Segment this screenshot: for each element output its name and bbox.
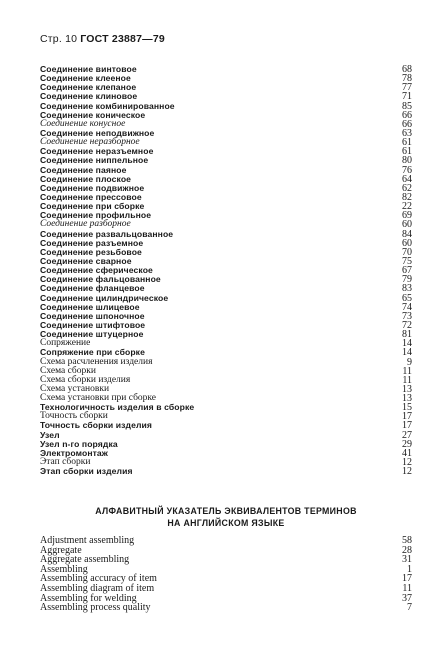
index-term: Соединение плоское <box>40 173 132 184</box>
index-page-number: 1 <box>407 563 412 575</box>
index-page-number: 22 <box>402 201 412 213</box>
index-page-number: 71 <box>402 91 412 103</box>
index-term: Соединение разборное <box>40 219 131 230</box>
index-page-number: 66 <box>402 109 412 121</box>
index-term: Assembling for welding <box>40 592 137 604</box>
index-page-number: 85 <box>402 100 412 112</box>
index-page-number: 12 <box>402 466 412 478</box>
index-page-number: 61 <box>402 137 412 149</box>
index-page-number: 67 <box>402 265 412 277</box>
index-page-number: 74 <box>402 301 412 313</box>
index-term: Assembling accuracy of item <box>40 573 157 585</box>
index-term: Этап сборки изделия <box>40 466 133 477</box>
index-term: Схема сборки изделия <box>40 374 131 385</box>
index-page-number: 12 <box>402 457 412 469</box>
section-title-line-1: АЛФАВИТНЫЙ УКАЗАТЕЛЬ ЭКВИВАЛЕНТОВ ТЕРМИНОВ <box>95 506 357 516</box>
index-term: Соединение шпоночное <box>40 310 145 321</box>
index-term: Assembling <box>40 563 88 575</box>
index-page-number: 83 <box>402 283 412 295</box>
index-term: Соединение прессовое <box>40 191 142 202</box>
index-page-number: 76 <box>402 164 412 176</box>
index-term: Соединение развальцованное <box>40 228 174 239</box>
index-page-number: 14 <box>402 347 412 359</box>
index-page-number: 63 <box>402 127 412 139</box>
index-page-number: 41 <box>402 447 412 459</box>
index-page-number: 14 <box>402 338 412 350</box>
index-term: Соединение неразборное <box>40 137 140 148</box>
index-page-number: 13 <box>402 383 412 395</box>
index-term: Соединение паяное <box>40 164 127 175</box>
index-term: Соединение ниппельное <box>40 155 149 166</box>
index-term: Схема установки <box>40 383 110 394</box>
index-page-number: 73 <box>402 310 412 322</box>
index-term: Соединение фальцованное <box>40 274 161 285</box>
index-page-number: 31 <box>402 554 412 566</box>
index-term: Точность сборки <box>40 411 108 422</box>
index-term: Соединение при сборке <box>40 201 145 212</box>
index-term: Соединение коническое <box>40 109 146 120</box>
index-term: Соединение сферическое <box>40 265 153 276</box>
index-entry <box>40 536 412 546</box>
index-entry <box>40 330 412 339</box>
index-page-number: 70 <box>402 246 412 258</box>
index-term: Assembling diagram of item <box>40 582 155 594</box>
standard-number: ГОСТ 23887—79 <box>80 33 165 45</box>
index-term: Соединение профильное <box>40 210 152 221</box>
index-term: Точность сборки изделия <box>40 420 153 431</box>
index-page-number: 9 <box>407 356 412 368</box>
index-page-number: 7 <box>407 602 412 614</box>
index-entry <box>40 603 412 613</box>
index-page-number: 13 <box>402 393 412 405</box>
index-term: Схема установки при сборке <box>40 393 157 404</box>
index-term: Соединение цилиндрическое <box>40 292 169 303</box>
index-entry <box>40 421 412 430</box>
index-page-number: 77 <box>402 82 412 94</box>
index-entry <box>40 467 412 476</box>
index-term: Соединение штуцерное <box>40 329 144 340</box>
index-term: Этап сборки <box>40 457 91 468</box>
index-page-number: 80 <box>402 155 412 167</box>
index-term: Adjustment assembling <box>40 535 135 546</box>
index-term: Соединение комбинированное <box>40 100 175 111</box>
english-term-index <box>40 536 412 613</box>
index-page-number: 82 <box>402 191 412 203</box>
index-page-number: 79 <box>402 274 412 286</box>
index-page-number: 72 <box>402 319 412 331</box>
index-page-number: 27 <box>402 429 412 441</box>
index-page-number: 17 <box>402 411 412 423</box>
section-title <box>40 505 412 529</box>
index-page-number: 29 <box>402 438 412 450</box>
index-entry <box>40 449 412 458</box>
index-page-number: 78 <box>402 73 412 85</box>
index-term: Узел n-го порядка <box>40 438 118 449</box>
index-term: Соединение клиновое <box>40 91 138 102</box>
index-page-number: 60 <box>402 219 412 231</box>
index-term: Сопряжение при сборке <box>40 347 145 358</box>
index-page-number: 75 <box>402 255 412 267</box>
index-term: Соединение штифтовое <box>40 319 146 330</box>
index-page-number: 37 <box>402 592 412 604</box>
index-term: Соединение клееное <box>40 73 131 84</box>
index-term: Соединение клепаное <box>40 82 137 93</box>
index-term: Узел <box>40 429 60 440</box>
index-page-number: 64 <box>402 173 412 185</box>
index-page-number: 61 <box>402 146 412 158</box>
index-term: Соединение сварное <box>40 255 132 266</box>
index-term: Сопряжение <box>40 338 91 349</box>
index-page-number: 11 <box>402 374 412 386</box>
index-page-number: 11 <box>402 582 412 594</box>
index-term: Соединение разъемное <box>40 237 144 248</box>
index-page-number: 15 <box>402 402 412 414</box>
index-term: Соединение неподвижное <box>40 127 155 138</box>
index-page-number: 66 <box>402 118 412 130</box>
index-page-number: 69 <box>402 210 412 222</box>
index-term: Электромонтаж <box>40 447 108 458</box>
index-page-number: 17 <box>402 420 412 432</box>
index-term: Соединение винтовое <box>40 64 137 74</box>
index-term: Aggregate <box>40 544 82 556</box>
index-page-number: 62 <box>402 182 412 194</box>
index-page-number: 11 <box>402 365 412 377</box>
index-entry <box>40 555 412 565</box>
index-term: Соединение резьбовое <box>40 246 142 257</box>
index-term: Схема сборки <box>40 365 96 376</box>
russian-term-index <box>40 65 412 476</box>
index-page-number: 58 <box>402 535 412 546</box>
index-term: Соединение неразъемное <box>40 146 154 157</box>
index-term: Соединение шлицевое <box>40 301 140 312</box>
index-page-number: 60 <box>402 237 412 249</box>
index-page-number: 68 <box>402 64 412 75</box>
page-label: Стр. 10 <box>40 33 78 45</box>
index-term: Соединение фланцевое <box>40 283 145 294</box>
index-term: Соединение конусное <box>40 118 126 129</box>
section-title-line-2: НА АНГЛИЙСКОМ ЯЗЫКЕ <box>167 518 285 528</box>
index-page-number: 65 <box>402 292 412 304</box>
index-page-number: 81 <box>402 329 412 341</box>
index-page-number: 84 <box>402 228 412 240</box>
index-page-number: 28 <box>402 544 412 556</box>
index-term: Технологичность изделия в сборке <box>40 402 195 413</box>
index-term: Assembling process quality <box>40 602 151 614</box>
index-term: Схема расчленения изделия <box>40 356 153 367</box>
index-term: Соединение подвижное <box>40 182 145 193</box>
page-header <box>40 33 165 45</box>
index-term: Aggregate assembling <box>40 554 130 566</box>
index-page-number: 17 <box>402 573 412 585</box>
